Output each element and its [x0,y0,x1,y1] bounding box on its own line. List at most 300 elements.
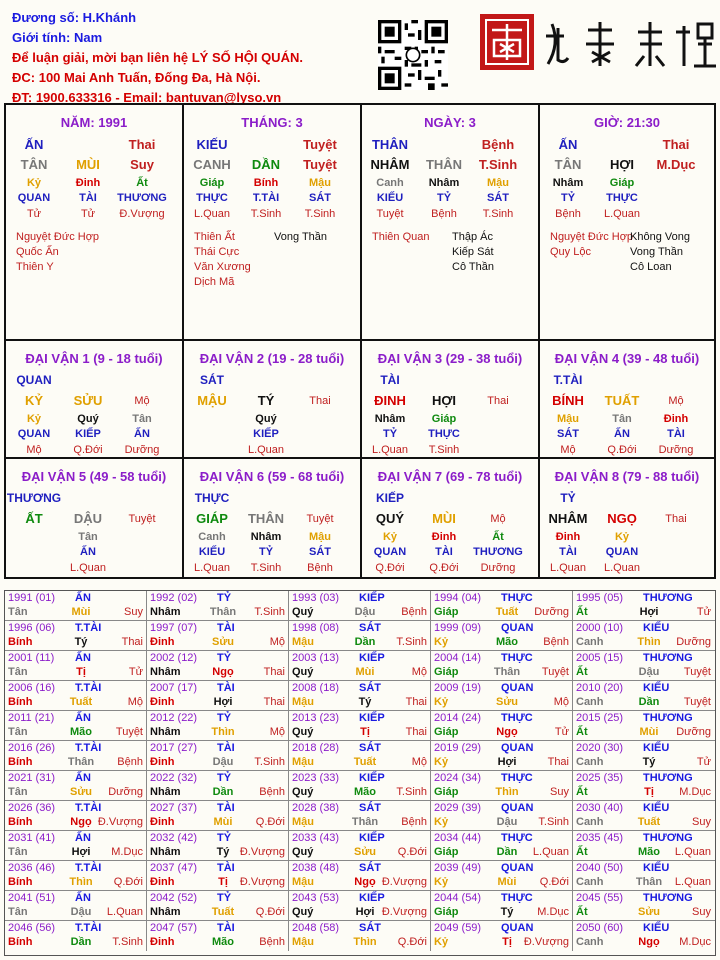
year-can: Quý [292,786,314,798]
year-label: 2004 (14) [434,652,482,664]
hidden-stem: Quý [255,413,277,425]
year-star: THỰC [501,592,533,604]
shen-sha-left: Quốc Ấn [16,246,59,258]
year-star: ẤN [75,712,91,724]
year-stage: M.Dục [679,786,711,798]
year-stage: Thai [263,666,285,678]
year-star: KIẾU [643,682,670,694]
hidden-star: QUAN [605,546,639,558]
year-chi: Tị [502,936,512,948]
year-can: Mậu [292,876,314,888]
year-label: 1998 (08) [292,622,340,634]
year-label: 1996 (06) [8,622,56,634]
dai-van-can: BÍNH [552,393,584,408]
logo-seal-icon [480,10,716,72]
row1-item: Thai [128,137,156,152]
year-label: 2018 (28) [292,742,340,754]
row4-item: TÀI [79,192,97,204]
year-label: 2019 (29) [434,742,482,754]
row5-item: L.Quan [193,208,231,220]
year-can: Nhâm [150,786,181,798]
dai-van-stage: Tuyệt [306,513,334,525]
year-label: 2032 (42) [150,832,198,844]
year-can: Kỷ [434,696,449,708]
pillar-title: NĂM: 1991 [60,115,128,130]
shen-sha-left: Dịch Mã [194,276,235,288]
year-star: TỶ [217,652,232,664]
year-cell [147,591,289,621]
year-label: 2020 (30) [576,742,624,754]
year-chi: Dần [496,846,518,858]
year-stage: Đ.Vượng [239,876,285,888]
year-star: TÀI [217,802,235,814]
row5-item: L.Quan [603,208,641,220]
year-stage: Suy [692,906,711,918]
year-star: SÁT [359,922,381,934]
year-star: QUAN [501,682,534,694]
dai-van-chi: THÂN [247,511,285,526]
year-cell [431,801,573,831]
shen-sha-left: Nguyệt Đức Hợp [16,231,100,243]
year-label: 2040 (50) [576,862,624,874]
dai-van-star: KIẾP [375,491,404,505]
year-star: ẤN [75,892,91,904]
row4-item: TỶ [436,192,452,204]
year-star: TÀI [217,922,235,934]
year-cell [573,861,715,891]
year-star: QUAN [501,802,534,814]
year-cell [573,921,715,951]
year-stage: Thai [263,696,285,708]
year-can: Quý [292,666,314,678]
year-chi: Thìn [69,876,93,888]
year-chi: Thìn [353,936,377,948]
row3-item: Đinh [75,177,101,189]
year-label: 2010 (20) [576,682,624,694]
year-cell [431,861,573,891]
year-stage: Dưỡng [676,636,711,648]
year-stage: L.Quan [532,846,569,858]
year-label: 1994 (04) [434,592,482,604]
annual-luck-table [4,590,716,956]
year-chi: Sửu [353,846,377,858]
year-star: QUAN [501,622,534,634]
year-can: Kỷ [434,816,449,828]
row2-item: THÂN [425,157,463,172]
shen-sha-left: Thiên Ất [194,231,235,243]
year-can: Quý [292,846,314,858]
year-label: 2041 (51) [8,892,56,904]
hidden-stage: Dưỡng [480,562,516,574]
dai-van-can: QUÝ [375,511,405,526]
year-can: Đinh [150,696,175,708]
year-label: 2043 (53) [292,892,340,904]
year-cell [573,891,715,921]
year-cell [147,621,289,651]
year-can: Kỷ [434,876,449,888]
year-chi: Dậu [496,816,518,828]
year-can: Nhâm [150,846,181,858]
year-chi: Mão [212,936,234,948]
dai-van-stage: Mộ [668,395,684,407]
row1-item: KIẾU [196,137,228,152]
row5-item: Tử [26,208,42,220]
year-chi: Tuất [69,696,93,708]
dai-van-star: TỶ [560,491,576,505]
year-stage: Thai [405,696,427,708]
row4-item: SÁT [309,192,331,204]
year-star: ẤN [75,772,91,784]
dai-van-title: ĐẠI VẬN 8 (79 - 88 tuổi) [554,469,700,484]
year-stage: Bệnh [259,936,285,948]
year-label: 2046 (56) [8,922,56,934]
dai-van-star: THỰC [194,491,230,505]
year-star: KIẾP [359,712,385,724]
year-label: 2037 (47) [150,862,198,874]
row5-item: Bệnh [555,208,581,220]
year-chi: Dần [638,696,660,708]
hidden-stem: Tân [78,531,98,543]
year-cell [431,831,573,861]
year-chi: Dần [354,636,376,648]
hidden-stem: Kỷ [26,413,42,425]
year-cell [147,861,289,891]
dai-van-6 [184,459,362,577]
year-cell [573,741,715,771]
hidden-stage: T.Sinh [250,562,282,574]
year-star: SÁT [359,862,381,874]
hidden-stem: Quý [77,413,99,425]
year-can: Bính [8,876,33,888]
year-chi: Tuất [495,606,519,618]
year-star: ẤN [75,832,91,844]
year-stage: Q.Đới [255,906,285,918]
row3-item: Mậu [309,177,331,189]
hidden-star: THƯƠNG [473,546,523,558]
dai-van-chi: SỬU [73,393,103,408]
hidden-star: ẤN [80,546,96,558]
year-cell [431,681,573,711]
row2-item: DẦN [251,157,281,172]
hidden-stem: Canh [198,531,226,543]
gender-row [12,28,303,48]
hidden-stem: Đinh [663,413,689,425]
year-label: 2022 (32) [150,772,198,784]
year-can: Giáp [434,666,459,678]
year-cell [573,711,715,741]
dai-van-chi: HỢI [431,393,457,408]
year-can: Đinh [150,876,175,888]
dai-van-title: ĐẠI VẬN 1 (9 - 18 tuổi) [25,351,163,366]
shen-sha-left: Nguyệt Đức Hợp [550,231,634,243]
year-stage: Dưỡng [108,786,143,798]
year-stage: M.Dục [679,936,711,948]
dai-van-can: GIÁP [196,511,228,526]
year-stage: Mộ [553,696,569,708]
year-cell [431,891,573,921]
dai-van-stage: Thai [487,395,509,407]
year-stage: T.Sinh [112,936,143,948]
year-stage: Tử [696,606,711,618]
row3-item: Canh [376,177,404,189]
year-can: Quý [292,906,314,918]
year-stage: Mộ [269,726,285,738]
hidden-stage: Q.Đới [73,444,103,456]
year-label: 2028 (38) [292,802,340,814]
year-can: Canh [576,936,604,948]
year-chi: Mùi [355,666,375,678]
year-stage: Đ.Vượng [239,846,285,858]
year-cell [289,921,431,951]
year-chi: Hợi [213,696,233,708]
year-can: Mậu [292,756,314,768]
row3-item: Kỷ [26,177,42,189]
year-can: Bính [8,936,33,948]
hidden-star: ẤN [614,428,630,440]
dai-van-1 [6,341,184,459]
year-can: Giáp [434,606,459,618]
year-star: TÀI [217,682,235,694]
year-stage: Tuyệt [683,696,711,708]
year-chi: Hợi [639,606,659,618]
year-label: 2034 (44) [434,832,482,844]
shen-sha-left: Quy Lộc [550,246,591,258]
year-stage: Đ.Vượng [97,816,143,828]
year-stage: L.Quan [674,876,711,888]
year-star: KIẾP [359,892,385,904]
year-star: TÀI [217,862,235,874]
pillar-title: NGÀY: 3 [424,115,476,130]
row5-item: Tử [80,208,96,220]
row2-item: HỢI [609,157,635,172]
year-star: THỰC [501,712,533,724]
year-star: KIẾP [359,772,385,784]
year-chi: Dậu [212,756,234,768]
year-label: 2005 (15) [576,652,624,664]
dai-van-stage: Mộ [490,513,506,525]
row2-item: NHÂM [370,157,410,172]
year-can: Nhâm [150,906,181,918]
year-chi: Dậu [70,906,92,918]
year-cell [5,921,147,951]
hidden-stage: L.Quan [247,444,285,456]
year-stage: Q.Đới [113,876,143,888]
year-stage: Mộ [269,636,285,648]
year-cell [289,621,431,651]
year-can: Quý [292,606,314,618]
dai-van-chi: MÙI [432,511,456,526]
year-label: 2006 (16) [8,682,56,694]
gender-value: Nam [73,30,103,45]
hidden-stem: Ất [492,531,504,543]
dai-van-star: THƯƠNG [6,491,62,505]
year-cell [147,921,289,951]
year-stage: Đ.Vượng [523,936,569,948]
header-info [12,8,303,108]
hidden-star: SÁT [309,546,331,558]
year-cell [289,891,431,921]
year-chi: Tị [76,666,86,678]
row4-item: THỰC [606,192,638,204]
year-stage: Mộ [127,696,143,708]
hidden-stage: L.Quan [549,562,587,574]
pillar-gio [540,105,714,341]
year-star: KIẾU [643,802,670,814]
year-star: TỶ [217,832,232,844]
row2-item: M.Dục [656,157,696,172]
year-can: Nhâm [150,666,181,678]
year-stage: Bệnh [117,756,143,768]
year-star: KIẾP [359,592,385,604]
year-stage: Tuyệt [683,666,711,678]
year-can: Bính [8,816,33,828]
row5-item: Bệnh [431,208,457,220]
year-star: THƯƠNG [643,712,693,724]
year-chi: Mùi [639,726,659,738]
year-cell [573,681,715,711]
year-chi: Mão [354,786,376,798]
row2-item: T.Sinh [478,157,518,172]
hidden-star: TỶ [258,546,274,558]
year-chi: Thìn [211,726,235,738]
hidden-stage: Dưỡng [124,444,160,456]
year-star: TÀI [217,742,235,754]
year-can: Bính [8,636,33,648]
dai-van-3 [362,341,540,459]
hidden-star: TÀI [435,546,453,558]
year-label: 2017 (27) [150,742,198,754]
year-chi: Tý [358,696,372,708]
year-can: Kỷ [434,936,449,948]
hidden-star: QUAN [17,428,51,440]
year-stage: T.Sinh [254,756,285,768]
year-star: THỰC [501,892,533,904]
year-label: 1999 (09) [434,622,482,634]
pillar-ngay [362,105,540,341]
year-label: 2027 (37) [150,802,198,814]
year-stage: Dưỡng [534,606,569,618]
pillar-and-dai-van-grid [4,103,716,579]
row3-item: Mậu [487,177,509,189]
row4-item: KIẾU [376,192,404,204]
hidden-stem: Nhâm [250,531,282,543]
year-star: T.TÀI [75,922,102,934]
year-star: THƯƠNG [643,772,693,784]
year-chi: Mùi [71,606,91,618]
year-stage: Đ.Vượng [381,906,427,918]
row1-item: Thai [662,137,690,152]
year-chi: Hợi [497,756,517,768]
dai-van-title: ĐẠI VẬN 4 (39 - 48 tuổi) [554,351,700,366]
year-star: T.TÀI [75,742,102,754]
year-label: 2031 (41) [8,832,56,844]
row2-item: Tuyệt [303,157,337,172]
year-chi: Mão [496,636,518,648]
year-cell [573,621,715,651]
year-label: 2026 (36) [8,802,56,814]
year-chi: Hợi [71,846,91,858]
year-can: Mậu [292,936,314,948]
year-label: 2048 (58) [292,922,340,934]
year-star: QUAN [501,862,534,874]
year-star: KIẾU [643,862,670,874]
year-can: Mậu [292,696,314,708]
row4-item: THƯƠNG [117,192,167,204]
year-label: 2044 (54) [434,892,482,904]
year-chi: Tuất [637,816,661,828]
row1-item: ẤN [24,137,44,152]
year-stage: Thai [121,636,143,648]
year-cell [573,651,715,681]
year-cell [5,621,147,651]
year-star: TÀI [217,622,235,634]
hidden-stage: Q.Đới [607,444,637,456]
year-stage: Q.Đới [397,936,427,948]
year-can: Canh [576,636,604,648]
year-label: 2042 (52) [150,892,198,904]
row2-item: MÙI [76,157,100,172]
year-chi: Dần [212,786,234,798]
year-label: 2014 (24) [434,712,482,724]
year-label: 2002 (12) [150,652,198,664]
dai-van-star: T.TÀI [553,373,583,387]
row5-item: T.Sinh [304,208,336,220]
year-label: 2011 (21) [8,712,55,724]
year-stage: L.Quan [674,846,711,858]
row2-item: CANH [193,157,231,172]
row3-item: Giáp [199,177,225,189]
year-star: ẤN [75,592,91,604]
pillar-thang [184,105,362,341]
year-chi: Tị [644,786,654,798]
year-cell [5,801,147,831]
year-chi: Mùi [497,876,517,888]
year-can: Canh [576,816,604,828]
year-can: Canh [576,876,604,888]
year-label: 2029 (39) [434,802,482,814]
row5-item: Đ.Vượng [119,208,165,220]
year-label: 2013 (23) [292,712,340,724]
year-cell [431,591,573,621]
year-stage: Bệnh [401,606,427,618]
row1-item: Tuyệt [303,137,337,152]
year-chi: Thân [351,816,379,828]
hidden-stem: Nhâm [374,413,406,425]
year-can: Ất [576,906,588,918]
dai-van-chi: NGỌ [607,511,637,526]
dai-van-star: QUAN [16,373,52,387]
year-stage: Bệnh [259,786,285,798]
year-star: TỶ [217,772,232,784]
year-star: TỶ [217,712,232,724]
row4-item: TỶ [560,192,576,204]
year-can: Ất [576,666,588,678]
year-chi: Ngọ [212,666,234,678]
year-chi: Tuất [353,756,377,768]
year-stage: T.Sinh [254,606,285,618]
year-star: SÁT [359,802,381,814]
year-can: Giáp [434,846,459,858]
year-cell [573,831,715,861]
dai-van-7 [362,459,540,577]
year-chi: Thân [67,756,95,768]
year-cell [5,771,147,801]
year-stage: Bệnh [543,636,569,648]
year-chi: Thìn [637,636,661,648]
hidden-stage: L.Quan [603,562,641,574]
dai-van-title: ĐẠI VẬN 5 (49 - 58 tuổi) [21,469,167,484]
year-label: 1997 (07) [150,622,198,634]
